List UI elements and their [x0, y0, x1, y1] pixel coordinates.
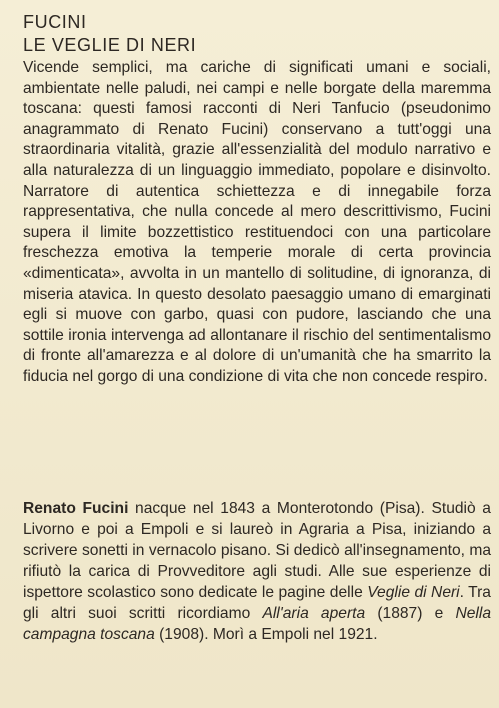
- author-heading: FUCINI: [23, 12, 87, 32]
- author-name: Renato Fucini: [23, 500, 129, 517]
- bio-text: . Tra gli altri suoi scritti ricordiamo: [23, 584, 491, 622]
- bio-text: (1887) e: [365, 605, 456, 622]
- work-title: All'aria aperta: [262, 605, 366, 622]
- header: [23, 12, 196, 56]
- book-title: LE VEGLIE DI NERI: [23, 35, 197, 55]
- book-description: Vicende semplici, ma cariche di significati umani e sociali, ambientate nelle paludi, nei campi e nelle borgate della maremma toscana: questi famosi racconti di Neri Tanfucio (pseudonimo anagrammato di Renato Fucini) conservano a tutt'oggi una straordinaria vitalità, grazie all'essenzialità del modulo narrativo e alla naturalezza di un linguaggio immediato, popolare e disinvolto. Narratore di autentica schiettezza e di innegabile forza rappresentativa, che nulla concede al mero descrittivismo, Fucini supera il limite bozzettistico restituendoci con una particolare freschezza emotiva la temperie morale di certa provincia «dimenticata», avvolta in un mantello di solitudine, di ignoranza, di miseria atavica. In questo desolato paesaggio umano di emarginati egli si muove con garbo, quasi con pudore, lasciando che una sottile ironia intervenga ad allontanare il rischio del sentimentalismo di fronte all'amarezza e al dolore di un'umanità che ha smarrito la fiducia nel gorgo di una condizione di vita che non concede respiro.: [23, 59, 491, 385]
- work-title: Nella campagna toscana: [23, 605, 492, 643]
- bio-text: (1908). Morì a Empoli nel 1921.: [154, 626, 378, 643]
- work-title: Veglie di Neri: [367, 584, 460, 601]
- bio-text: nacque nel 1843 a Monterotondo (Pisa). Studiò a Livorno e poi a Empoli e si laureò in Agraria a Pisa, iniziando a scrivere sonetti in vernacolo pisano. Si dedicò all'insegnamento, ma rifiutò la carica di Provveditore agli studi. Alle sue esperienze di ispettore scolastico sono dedicate le pagine delle: [23, 500, 491, 601]
- author-biography: [23, 498, 491, 645]
